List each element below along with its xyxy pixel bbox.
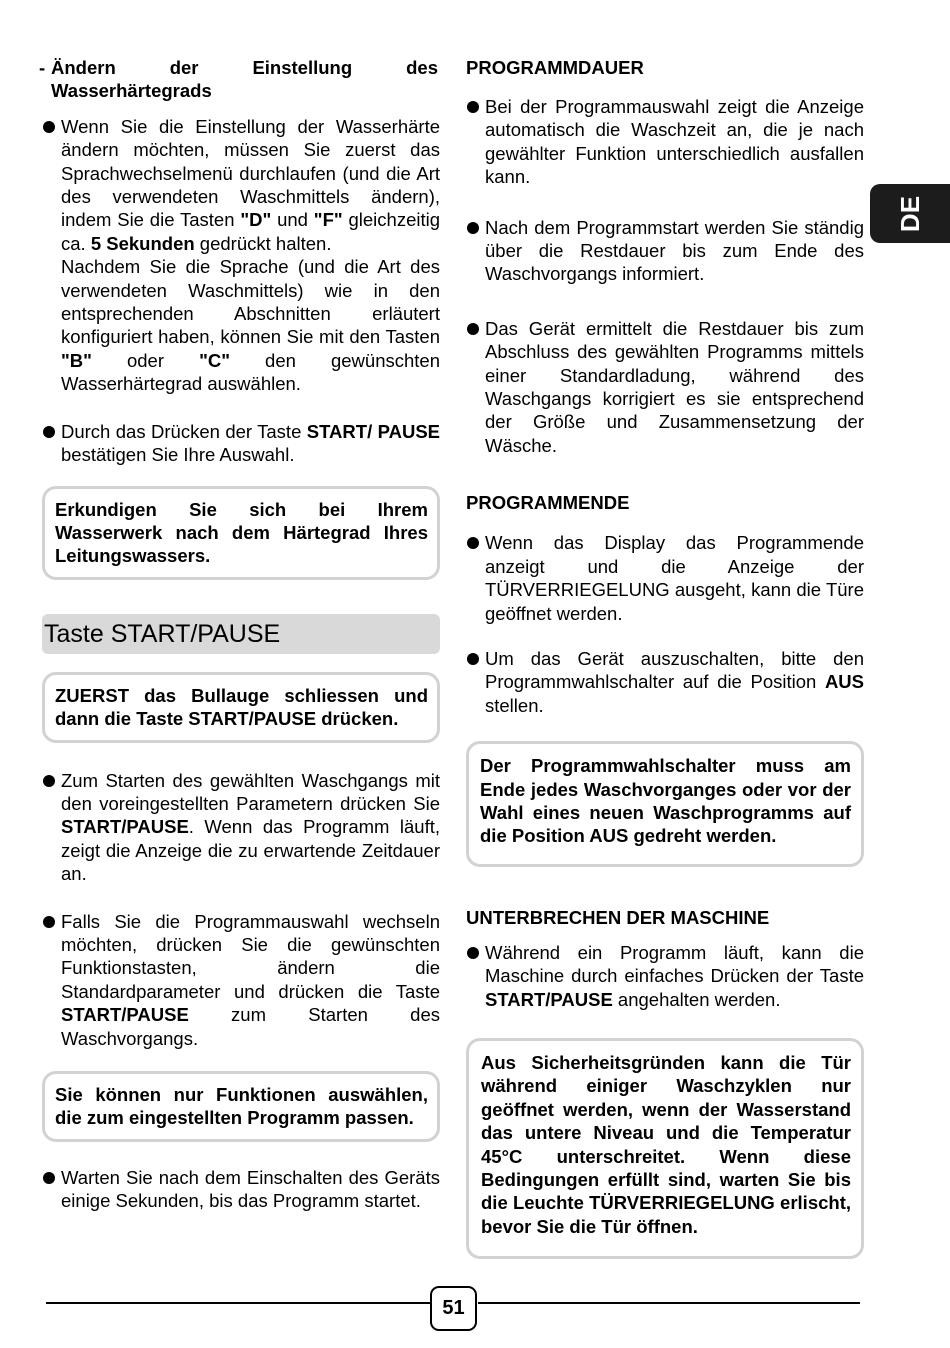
water-hardness-bullet: Wenn Sie die Einstellung der Wasserhärte ändern möchten, müssen Sie zuerst das Sprachwechselmenü durchlaufen (und die Art des verwendeten Waschmittels ändern), indem Sie die Tasten "D" und "F" gleichzeitig ca. 5 Sekunden gedrückt halten. Nachdem Sie die Sprache (und die Art des verwendeten Waschmittels) wie in den entsprechenden Abschnitten erläutert konfiguriert haben, können Sie mit den Tasten "B" oder "C" den gewünschten Wasserhärtegrad auswählen. (42, 115, 440, 396)
dash-marker: - (39, 57, 46, 78)
remaining-calc-bullet: Das Gerät ermittelt die Restdauer bis zum Abschluss des gewählten Programms mittels einer Standardladung, während des Waschgangs korrigiert es sie entsprechend der Größe und Zusammensetzung der Wäsche. (466, 317, 864, 457)
section-title-start-pause: Taste START/PAUSE (42, 614, 440, 654)
confirm-selection-bullet: Durch das Drücken der Taste START/ PAUSE bestätigen Sie Ihre Auswahl. (42, 420, 440, 467)
switch-off-bullet: Um das Gerät auszuschalten, bitte den Programmwahlschalter auf die Position AUS stellen. (466, 647, 864, 717)
left-column (39, 56, 441, 1213)
footer-rule-left (46, 1302, 430, 1304)
language-label: DE (895, 195, 925, 233)
start-program-bullet: Zum Starten des gewählten Waschgangs mit den voreingestellten Parametern drücken Sie START/PAUSE. Wenn das Programm läuft, zeigt die Anzeige die zu erwartende Zeitdauer an. (42, 769, 440, 886)
heading-unterbrechen: UNTERBRECHEN DER MASCHINE (466, 906, 770, 928)
footer-rule-right (478, 1302, 860, 1304)
heading-programmende: PROGRAMMENDE (466, 492, 630, 514)
change-program-bullet: Falls Sie die Programmauswahl wechseln möchten, drücken Sie die gewünschten Funktionstasten, ändern die Standardparameter und drücken die Taste START/PAUSE zum Starten des Waschvorgangs. (42, 910, 440, 1050)
selector-off-note: Der Programmwahlschalter muss am Ende jedes Waschvorganges oder vor der Wahl eines neuen Waschprogramms auf die Position AUS gedreht werden. (466, 741, 864, 867)
remaining-time-bullet: Nach dem Programmstart werden Sie ständig über die Restdauer bis zum Ende des Waschvorgangs informiert. (466, 216, 864, 286)
functions-note: Sie können nur Funktionen auswählen, die zum eingestellten Programm passen. (42, 1071, 440, 1142)
wait-startup-bullet: Warten Sie nach dem Einschalten des Geräts einige Sekunden, bis das Programm startet. (42, 1166, 440, 1213)
water-supplier-note: Erkundigen Sie sich bei Ihrem Wasserwerk nach dem Härtegrad Ihres Leitungswassers. (42, 486, 440, 580)
water-hardness-heading: - Ändern der Einstellung des Wasserhärtegrads (39, 57, 438, 102)
program-end-bullet: Wenn das Display das Programmende anzeigt und die Anzeige der TÜRVERRIEGELUNG ausgeht, kann die Türe geöffnet werden. (466, 531, 864, 625)
heading-programmdauer: PROGRAMMDAUER (466, 57, 644, 78)
safety-door-note: Aus Sicherheitsgründen kann die Tür während einiger Waschzyklen nur geöffnet werden, wenn der Wasserstand das untere Niveau und die Temperatur 45°C unterschreitet. Wenn diese Bedingungen erfüllt sind, warten Sie bis die Leuchte TÜRVERRIEGELUNG erlischt, bevor Sie die Tür öffnen. (466, 1038, 864, 1259)
language-tab (870, 184, 950, 243)
right-column (466, 56, 864, 1259)
page-number: 51 (430, 1286, 477, 1331)
pause-machine-bullet: Während ein Programm läuft, kann die Maschine durch einfaches Drücken der Taste START/PAUSE angehalten werden. (466, 941, 864, 1011)
close-door-note: ZUERST das Bullauge schliessen und dann die Taste START/PAUSE drücken. (42, 672, 440, 743)
duration-display-bullet: Bei der Programmauswahl zeigt die Anzeige automatisch die Waschzeit an, die je nach gewählter Funktion unterschiedlich ausfallen kann. (466, 95, 864, 189)
